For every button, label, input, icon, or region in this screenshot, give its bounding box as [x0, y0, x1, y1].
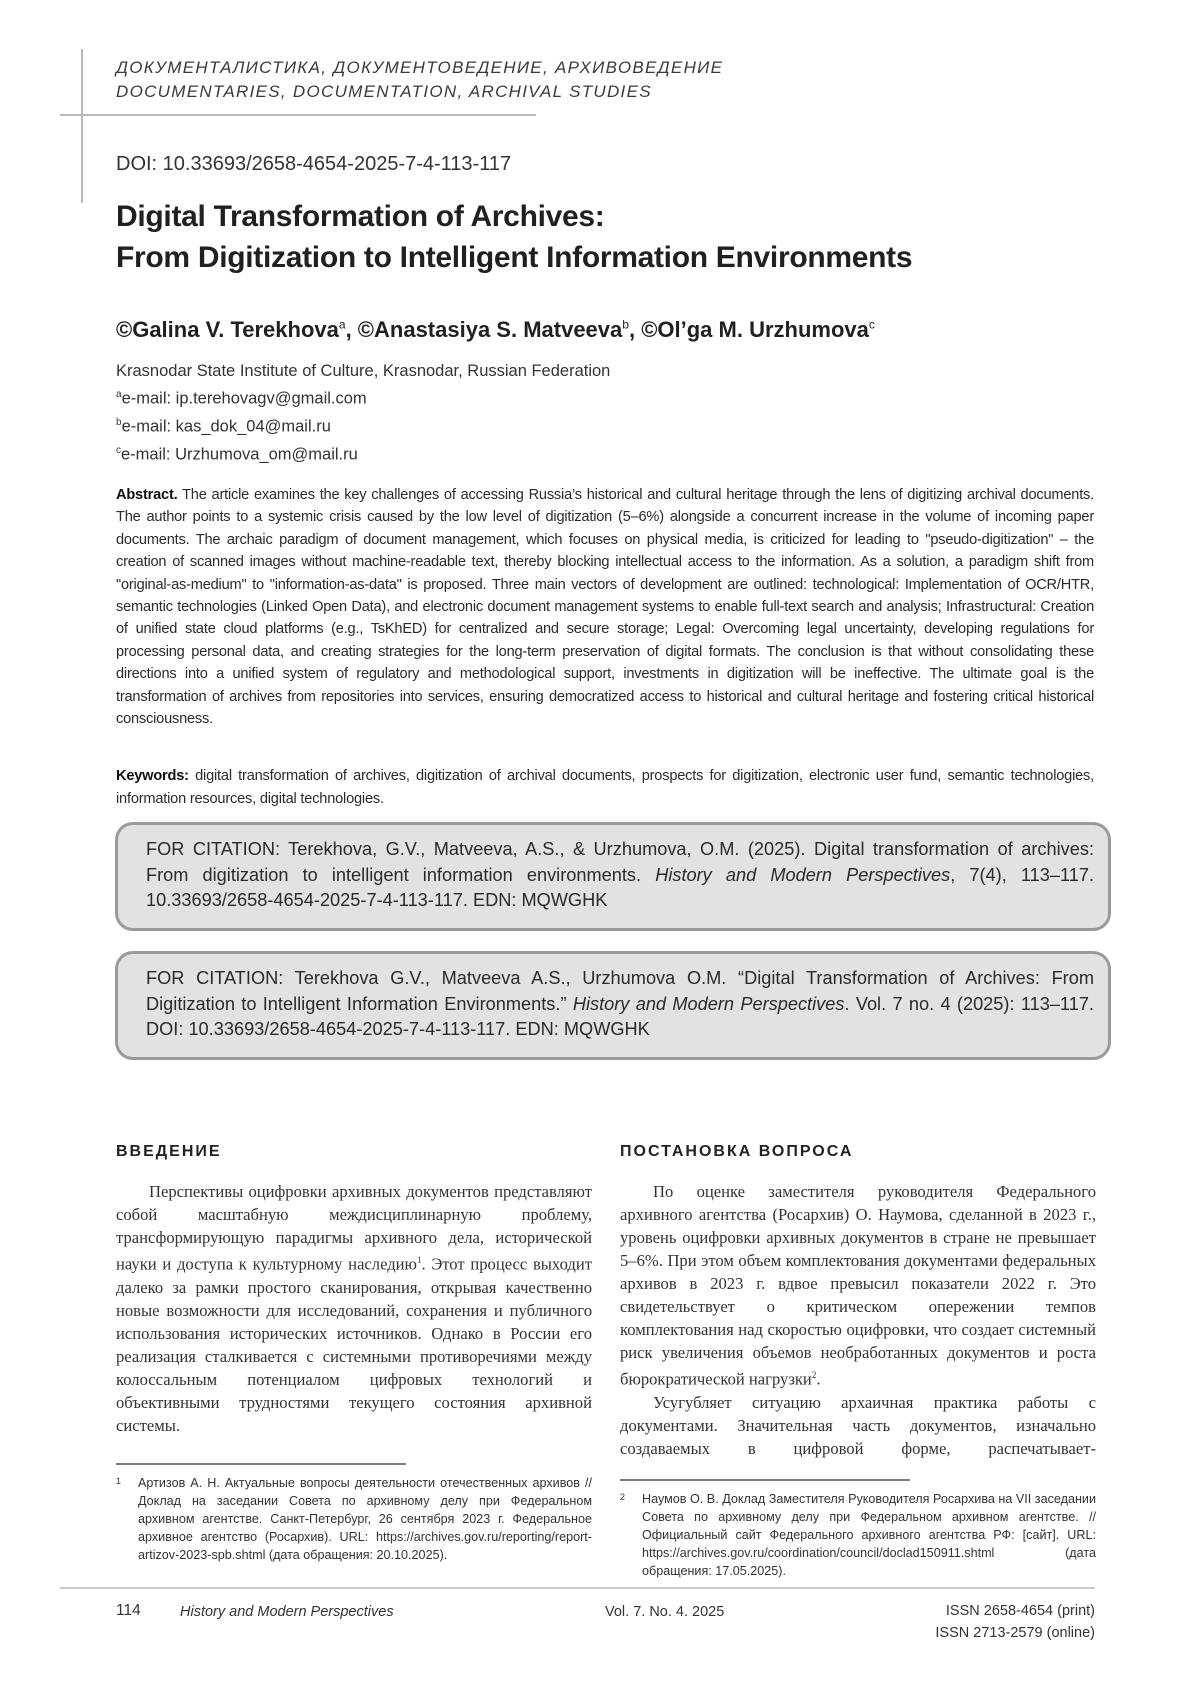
- author-sup: a: [338, 317, 346, 332]
- email-a: [116, 383, 610, 411]
- paragraph-text: . Этот процесс выходит далеко за рамки простого сканирования, открывая качественно новые возможности для исследований, сохранения и публичного использования исторических источников. Однако в России его реализация сталкивается с системными противоречиями между колоссальным потенциалом цифровых технологий и объективными трудностями текущего состояния архивной системы.: [116, 1254, 592, 1435]
- citation-box-apa: [115, 822, 1111, 931]
- column-right: [620, 1180, 1096, 1460]
- paragraph: Усугубляет ситуацию архаичная практика работы с документами. Значительная часть документов, изначально создаваемых в цифровой форме, распечатывает-: [620, 1392, 1096, 1458]
- doi: DOI: 10.33693/2658-4654-2025-7-4-113-117: [116, 153, 512, 175]
- issn-online: ISSN 2713-2579 (online): [935, 1625, 1095, 1641]
- paragraph: [116, 1180, 592, 1437]
- paragraph-text: Перспективы оцифровки архивных документов представляют собой масштабную междисциплинарную проблему, трансформирующую парадигмы архивного дела, исторической науки и доступа к культурному наследию: [116, 1182, 592, 1274]
- rubric-ru: ДОКУМЕНТАЛИСТИКА, ДОКУМЕНТОВЕДЕНИЕ, АРХИВОВЕДЕНИЕ: [116, 58, 724, 77]
- citation-text: . Vol. 7 no. 4 (2025): 113–117. DOI: 10.33693/2658-4654-2025-7-4-113-117. EDN: MQWGHK: [146, 993, 1094, 1039]
- affiliation-block: [116, 359, 610, 467]
- article-title: [116, 196, 912, 278]
- footnote-rule: [116, 1463, 406, 1465]
- authors: ©Galina V. Terekhova$^a$, ©Anastasiya S. Matveeva$^b$, ©Ol’ga M. Urzhumova$^c$: [116, 317, 875, 342]
- footnote-ref[interactable]: 2: [811, 1370, 817, 1380]
- title-line-2: From Digitization to Intelligent Information Environments: [116, 241, 913, 274]
- keywords: [116, 765, 1094, 811]
- keywords-label: Keywords:: [116, 768, 189, 784]
- email-b: [116, 411, 610, 439]
- title-line-1: Digital Transformation of Archives:: [116, 200, 605, 233]
- footer-issue: Vol. 7. No. 4. 2025: [605, 1604, 725, 1620]
- issn-print: ISSN 2658-4654 (print): [945, 1603, 1095, 1619]
- email-c: [116, 439, 610, 467]
- column-left: [116, 1180, 592, 1437]
- citation-text: , 7(4), 113–117. 10.33693/2658-4654-2025-7-4-113-117. EDN: MQWGHK: [146, 864, 1095, 910]
- footnote-text: Наумов О. В. Доклад Заместителя Руководителя Росархива на VII заседании Совета по архивному делу при Федеральном архивном агентстве. // Официальный сайт Федерального архивного агентства РФ: [сайт]. URL: https://archives.gov.ru/coordination/council/doclad150911.shtml (дата обращения: 17.05.2025).: [642, 1492, 1096, 1578]
- abstract-label: Abstract.: [116, 487, 178, 503]
- abstract-text: The article examines the key challenges of accessing Russia’s historical and cultural heritage through the lens of digitizing archival documents. The author points to a systemic crisis caused by the low level of digitization (5–6%) alongside a concurrent increase in the volume of incoming paper documents. The archaic paradigm of document management, which focuses on physical media, is criticized for leading to "pseudo-digitization" – the creation of scanned images without machine-readable text, thereby blocking intellectual access to the information. As a solution, a paradigm shift from "original-as-medium" to "information-as-data" is proposed. Three main vectors of development are outlined: technological: Implementation of OCR/HTR, semantic technologies (Linked Open Data), and electronic document management systems to enable full-text search and analysis; Infrastructural: Creation of unified state cloud platforms (e.g., TsKhED) for centralized and secure storage; Legal: Overcoming legal uncertainty, developing regulations for processing personal data, and creating strategies for the long-term preservation of digital formats. The conclusion is that without consolidating these directions into a unified system of regulatory and methodological support, investments in digitization will be ineffective. The ultimate goal is the transformation of archives from repositories into services, ensuring democratized access to historical and cultural heritage and fostering critical historical consciousness.: [116, 487, 1094, 728]
- journal-rubric: [116, 56, 723, 104]
- footnote-text: Артизов А. Н. Актуальные вопросы деятельности отечественных архивов // Доклад на заседании Совета по архивному делу при Федеральном архивном агентстве. Санкт-Петербург, 26 сентября 2023 г. Федеральное архивное агентство (Росархив). URL: https://archives.gov.ru/reporting/report-artizov-2023-spb.shtml (дата обращения: 20.10.2025).: [138, 1476, 592, 1562]
- citation-text: FOR CITATION: Terekhova G.V., Matveeva A.S., Urzhumova O.M. “Digital Transformation of Archives: From Digitization to Intelligent Information Environments.”: [146, 968, 1094, 1014]
- footnote-number: 1: [116, 1476, 122, 1486]
- email-text[interactable]: e-mail: ip.terehovagv@gmail.com: [121, 389, 367, 408]
- section-heading-problem-statement: ПОСТАНОВКА ВОПРОСА: [620, 1143, 854, 1160]
- rubric-en: DOCUMENTARIES, DOCUMENTATION, ARCHIVAL STUDIES: [116, 82, 652, 101]
- email-text[interactable]: e-mail: kas_dok_04@mail.ru: [121, 417, 331, 436]
- affiliation: Krasnodar State Institute of Culture, Krasnodar, Russian Federation: [116, 362, 611, 380]
- email-sup: a: [116, 389, 122, 401]
- paragraph: [620, 1180, 1096, 1391]
- footnote-number: 2: [620, 1492, 626, 1502]
- citation-text: FOR CITATION: Terekhova, G.V., Matveeva, A.S., & Urzhumova, O.M. (2025). Digital transformation of archives: From digitization to intelligent information environments.: [146, 839, 1094, 885]
- email-sup: b: [116, 417, 122, 429]
- citation-journal: History and Modern Perspectives: [572, 993, 845, 1014]
- author-name: ©Ol’ga M. Urzhumova: [641, 317, 869, 342]
- footer-journal: History and Modern Perspectives: [180, 1604, 394, 1620]
- header-vertical-rule: [81, 49, 83, 203]
- author-name: ©Galina V. Terekhova: [116, 317, 339, 342]
- paragraph-text: .: [816, 1369, 821, 1389]
- header-horizontal-rule: [60, 114, 536, 116]
- paragraph-text: По оценке заместителя руководителя Федерального архивного агентства (Росархив) О. Наумова, сделанной в 2023 г., уровень оцифровки архивных документов в стране не превышает 5–6%. При этом объем комплектования документами федеральных архивов в 2023 г. вдвое превысил показатели 2022 г. Это свидетельствует о критическом опережении темпов комплектования над скоростью оцифровки, что создает системный риск увеличения объемов необработанных документов и роста бюрократической нагрузки: [620, 1182, 1096, 1389]
- footnote-1: [116, 1474, 592, 1564]
- author-sup: c: [868, 317, 875, 332]
- footnote-2: [620, 1490, 1096, 1580]
- footnote-rule: [620, 1479, 910, 1481]
- footer-rule: [60, 1587, 1095, 1589]
- author-name: ©Anastasiya S. Matveeva: [357, 317, 623, 342]
- author-sup: b: [622, 317, 629, 332]
- page-number: 114: [116, 1602, 141, 1619]
- citation-journal: History and Modern Perspectives: [655, 864, 951, 885]
- abstract: [116, 484, 1094, 730]
- footnote-ref[interactable]: 1: [416, 1255, 422, 1265]
- keywords-text: digital transformation of archives, digitization of archival documents, prospects for digitization, electronic user fund, semantic technologies, information resources, digital technologies.: [116, 768, 1094, 807]
- email-text[interactable]: e-mail: Urzhumova_om@mail.ru: [121, 445, 358, 464]
- footer-issn: [935, 1600, 1095, 1644]
- citation-box-chicago: [115, 951, 1111, 1060]
- section-heading-introduction: ВВЕДЕНИЕ: [116, 1143, 222, 1160]
- email-sup: c: [116, 444, 121, 456]
